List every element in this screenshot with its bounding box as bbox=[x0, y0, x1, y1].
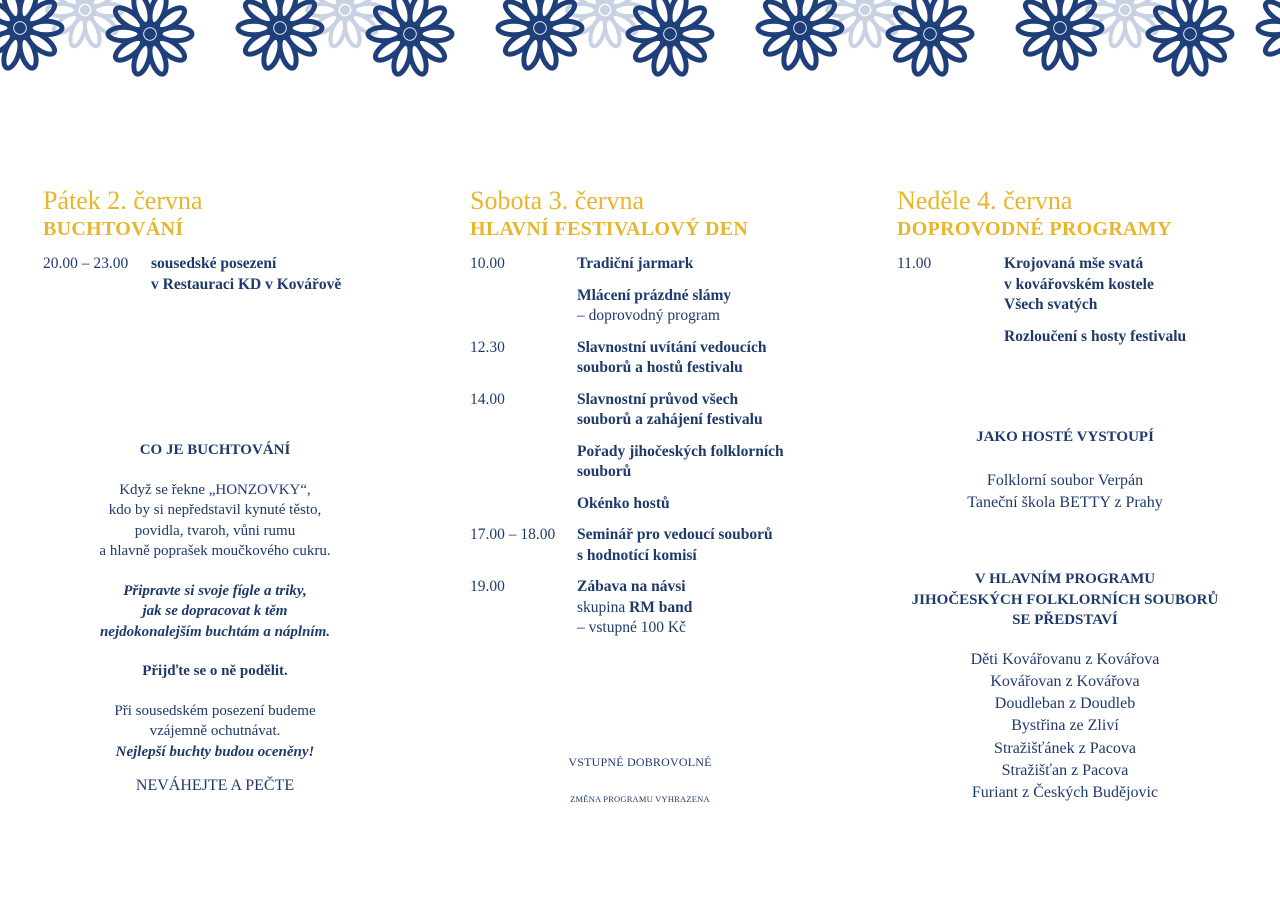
ensemble-item: Doudleban z Doudleb bbox=[994, 695, 1136, 713]
schedule-row bbox=[470, 254, 830, 275]
info-line: a hlavně poprašek moučkového cukru. bbox=[99, 543, 331, 559]
schedule-desc bbox=[1004, 327, 1186, 348]
share-line: Přijďte se o ně podělit. bbox=[142, 663, 288, 679]
schedule-row bbox=[43, 254, 393, 295]
sunday-title: DOPROVODNÉ PROGRAMY bbox=[897, 218, 1172, 240]
saturday-footer bbox=[540, 752, 740, 809]
closing-line: NEVÁHEJTE A PEČTE bbox=[135, 777, 295, 794]
main-heading-line: SE PŘEDSTAVÍ bbox=[1012, 612, 1118, 628]
saturday-title: HLAVNÍ FESTIVALOVÝ DEN bbox=[470, 218, 749, 240]
schedule-line: s hodnotící komisí bbox=[577, 546, 697, 564]
schedule-time: 12.30 bbox=[470, 338, 505, 356]
schedule-row bbox=[470, 390, 830, 431]
schedule-line: Slavnostní uvítání vedoucích bbox=[577, 338, 767, 356]
flower-ornament bbox=[758, 0, 842, 70]
friday-column bbox=[43, 186, 393, 306]
schedule-line: v Restauraci KD v Kovářově bbox=[151, 275, 342, 293]
friday-day: Pátek 2. června bbox=[43, 186, 203, 215]
italic-line: nejdokonalejším buchtám a náplním. bbox=[99, 623, 331, 640]
schedule-line: souborů a zahájení festivalu bbox=[577, 411, 763, 428]
schedule-desc bbox=[577, 390, 763, 431]
schedule-desc bbox=[151, 254, 341, 295]
schedule-desc bbox=[577, 494, 670, 515]
sunday-column bbox=[897, 186, 1257, 358]
schedule-desc bbox=[1004, 254, 1154, 316]
sunday-day: Neděle 4. června bbox=[897, 186, 1073, 215]
schedule-line: – vstupné 100 Kč bbox=[577, 619, 686, 636]
info-line: povidla, tvaroh, vůni rumu bbox=[134, 522, 296, 539]
schedule-time: 10.00 bbox=[470, 255, 505, 272]
ensemble-item: Děti Kovářovanu z Kovářova bbox=[970, 650, 1160, 668]
schedule-line: Slavnostní průvod všech bbox=[577, 390, 739, 408]
schedule-desc bbox=[577, 442, 784, 483]
schedule-line: Všech svatých bbox=[1004, 296, 1098, 313]
schedule-line: v kovářovském kostele bbox=[1004, 275, 1154, 293]
guest-item: Folklorní soubor Verpán bbox=[986, 471, 1144, 489]
ensemble-item: Furiant z Českých Budějovic bbox=[971, 784, 1159, 802]
schedule-line: souborů bbox=[577, 463, 632, 480]
schedule-line: – doprovodný program bbox=[577, 307, 720, 324]
schedule-line: sousedské posezení bbox=[151, 255, 277, 272]
schedule-line: Seminář pro vedoucí souborů bbox=[577, 526, 773, 543]
schedule-line: souborů a hostů festivalu bbox=[577, 359, 743, 376]
schedule-row bbox=[470, 525, 830, 566]
schedule-time bbox=[470, 286, 577, 327]
schedule-time bbox=[470, 442, 577, 483]
schedule-time: 20.00 – 23.00 bbox=[43, 255, 129, 272]
schedule-row bbox=[470, 286, 830, 327]
ensembles-section bbox=[895, 569, 1235, 805]
schedule-line: skupina bbox=[577, 598, 630, 616]
best-line: Nejlepší buchty budou oceněny! bbox=[115, 743, 315, 760]
saturday-day: Sobota 3. června bbox=[470, 186, 645, 215]
schedule-row bbox=[897, 254, 1257, 316]
schedule-time bbox=[470, 494, 577, 515]
buchtovani-info bbox=[60, 440, 370, 797]
band-name: RM band bbox=[629, 598, 693, 616]
italic-line: jak se dopracovat k těm bbox=[142, 603, 288, 619]
schedule-line: Rozloučení s hosty festivalu bbox=[1004, 327, 1187, 345]
schedule-time: 14.00 bbox=[470, 390, 505, 408]
guest-item: Taneční škola BETTY z Prahy bbox=[967, 493, 1163, 511]
info-line: kdo by si nepředstavil kynuté těsto, bbox=[108, 502, 322, 518]
flower-ornament bbox=[238, 0, 322, 70]
info-line: Když se řekne „HONZOVKY“, bbox=[119, 481, 311, 498]
entry-note: VSTUPNÉ DOBROVOLNÉ bbox=[568, 755, 712, 769]
schedule-desc bbox=[577, 286, 731, 327]
friday-title: BUCHTOVÁNÍ bbox=[43, 218, 184, 240]
main-heading-line: V HLAVNÍM PROGRAMU bbox=[974, 571, 1156, 587]
schedule-line: Krojovaná mše svatá bbox=[1004, 255, 1144, 272]
flower-ornament bbox=[1018, 0, 1102, 70]
schedule-desc bbox=[577, 254, 693, 275]
guests-heading: JAKO HOSTÉ VYSTOUPÍ bbox=[976, 429, 1154, 445]
schedule-time: 11.00 bbox=[897, 255, 932, 272]
schedule-row bbox=[470, 494, 830, 515]
tasting-line: Při sousedském posezení budeme bbox=[114, 702, 316, 719]
schedule-desc bbox=[577, 525, 773, 566]
info-heading: CO JE BUCHTOVÁNÍ bbox=[139, 442, 291, 458]
schedule-line: Tradiční jarmark bbox=[577, 255, 694, 272]
schedule-line: Zábava na návsi bbox=[577, 578, 686, 595]
ensemble-item: Stražišťánek z Pacova bbox=[994, 739, 1136, 757]
ensemble-item: Stražišťan z Pacova bbox=[1001, 761, 1129, 779]
schedule-row bbox=[897, 327, 1257, 348]
schedule-time bbox=[897, 327, 1004, 348]
floral-border bbox=[0, 0, 1280, 110]
change-note: ZMĚNA PROGRAMU VYHRAZENA bbox=[570, 793, 710, 804]
schedule-desc bbox=[577, 338, 767, 379]
schedule-line: Okénko hostů bbox=[577, 494, 670, 512]
schedule-line: Pořady jihočeských folklorních bbox=[577, 442, 784, 460]
flower-ornament bbox=[0, 0, 62, 70]
ensemble-item: Kovářovan z Kovářova bbox=[990, 672, 1140, 690]
main-heading-line: JIHOČESKÝCH FOLKLORNÍCH SOUBORŮ bbox=[911, 591, 1219, 608]
guests-section bbox=[895, 427, 1235, 514]
schedule-row bbox=[470, 442, 830, 483]
tasting-line: vzájemně ochutnávat. bbox=[149, 723, 281, 739]
ensemble-item: Bystřina ze Zliví bbox=[1011, 717, 1119, 735]
italic-line: Připravte si svoje fígle a triky, bbox=[123, 582, 307, 599]
saturday-column bbox=[470, 186, 830, 650]
schedule-time: 19.00 bbox=[470, 578, 505, 595]
schedule-line: Mlácení prázdné slámy bbox=[577, 286, 732, 304]
flower-ornament bbox=[498, 0, 582, 70]
flower-ornament bbox=[1258, 0, 1280, 70]
schedule-row bbox=[470, 338, 830, 379]
schedule-row bbox=[470, 577, 830, 639]
schedule-desc bbox=[577, 577, 692, 639]
schedule-time: 17.00 – 18.00 bbox=[470, 526, 556, 543]
